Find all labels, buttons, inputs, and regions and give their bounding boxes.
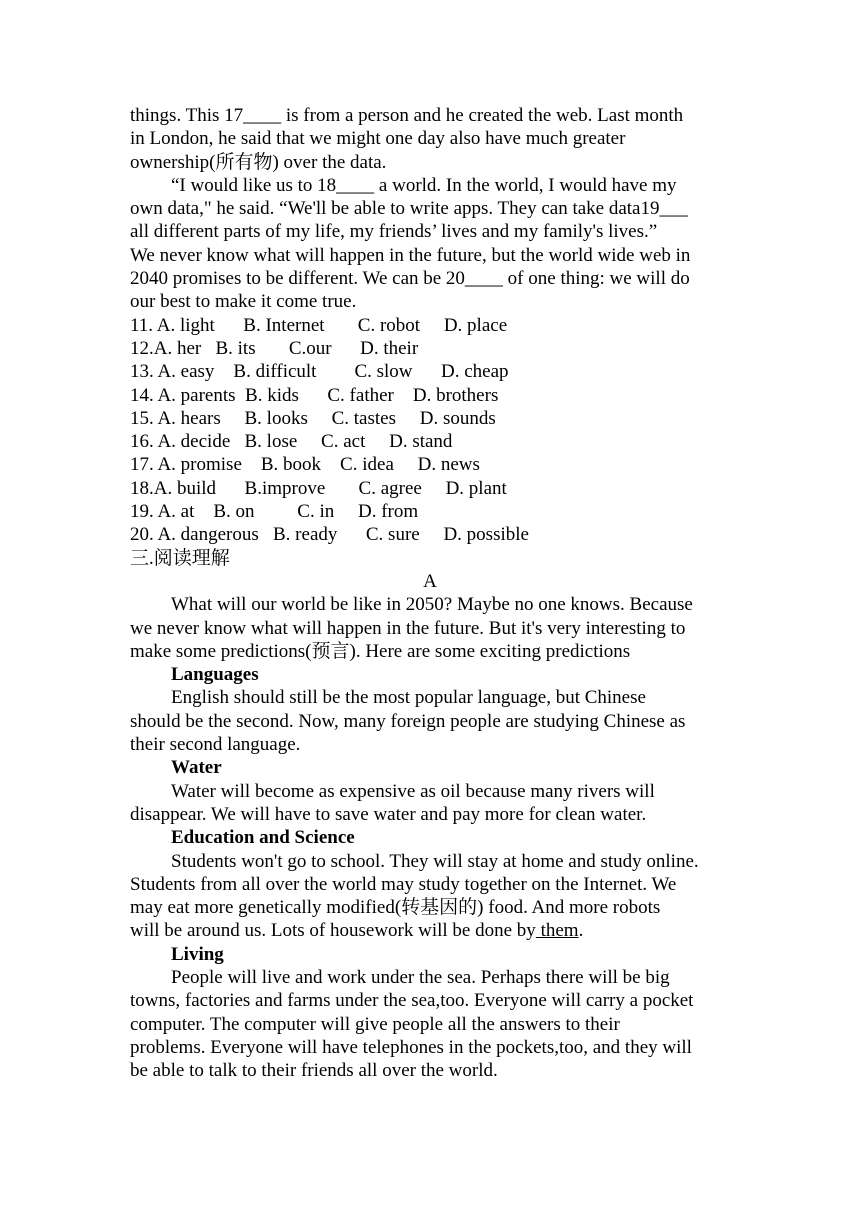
text-line: own data," he said. “We'll be able to write apps. They can take data19___ — [130, 198, 688, 220]
text-line: things. This 17____ is from a person and he created the web. Last month — [130, 105, 684, 126]
text-line: Water will become as expensive as oil because many rivers will — [171, 780, 655, 802]
heading-water: Water — [171, 757, 222, 779]
text-line: be able to talk to their friends all over the world. — [130, 1060, 498, 1082]
text-line: “I would like us to 18____ a world. In the world, I would have my — [171, 174, 677, 196]
languages-paragraph — [130, 686, 740, 756]
document-page — [130, 104, 740, 1082]
text-line: should be the second. Now, many foreign people are studying Chinese as — [130, 710, 686, 732]
option-row-16: 16. A. decide B. lose C. act D. stand — [130, 431, 453, 453]
text-line: problems. Everyone will have telephones in the pockets,too, and they will — [130, 1036, 692, 1058]
option-row-11: 11. A. light B. Internet C. robot D. place — [130, 314, 508, 336]
option-row-20: 20. A. dangerous B. ready C. sure D. possible — [130, 524, 529, 546]
text-line: 2040 promises to be different. We can be 20____ of one thing: we will do — [130, 268, 690, 290]
text-line: Students from all over the world may study together on the Internet. We — [130, 873, 677, 895]
option-row-19: 19. A. at B. on C. in D. from — [130, 501, 419, 523]
option-row-13: 13. A. easy B. difficult C. slow D. cheap — [130, 361, 509, 383]
text-line: computer. The computer will give people all the answers to their — [130, 1013, 620, 1035]
cloze-passage — [130, 104, 740, 314]
option-row-14: 14. A. parents B. kids C. father D. brothers — [130, 384, 499, 406]
text-line: ownership(所有物) over the data. — [130, 151, 387, 173]
option-row-12: 12.A. her B. its C.our D. their — [130, 337, 419, 359]
education-paragraph — [130, 850, 740, 943]
text-line: our best to make it come true. — [130, 291, 357, 313]
text-line: all different parts of my life, my friends’ lives and my family's lives.” — [130, 221, 658, 243]
living-paragraph — [130, 966, 740, 1082]
text-line: their second language. — [130, 734, 301, 756]
heading-education: Education and Science — [171, 827, 355, 849]
text-line: disappear. We will have to save water and pay more for clean water. — [130, 803, 647, 825]
text-line — [130, 919, 740, 942]
underlined-word: them — [535, 920, 579, 942]
answer-options — [130, 314, 740, 547]
option-row-18: 18.A. build B.improve C. agree D. plant — [130, 477, 507, 499]
text-line: may eat more genetically modified(转基因的) food. And more robots — [130, 897, 661, 919]
option-row-15: 15. A. hears B. looks C. tastes D. sounds — [130, 407, 496, 429]
text-line: English should still be the most popular language, but Chinese — [171, 687, 646, 709]
water-paragraph — [130, 780, 740, 827]
text-line: we never know what will happen in the future. But it's very interesting to — [130, 617, 686, 639]
text-fragment: . — [578, 920, 584, 942]
option-row-17: 17. A. promise B. book C. idea D. news — [130, 454, 480, 476]
heading-living: Living — [171, 943, 224, 965]
intro-paragraph — [130, 593, 740, 663]
text-line: towns, factories and farms under the sea,too. Everyone will carry a pocket — [130, 990, 694, 1012]
text-line: We never know what will happen in the future, but the world wide web in — [130, 244, 691, 266]
text-line: People will live and work under the sea. Perhaps there will be big — [171, 966, 670, 988]
text-line: in London, he said that we might one day also have much greater — [130, 128, 626, 150]
text-line: Students won't go to school. They will stay at home and study online. — [171, 850, 699, 872]
heading-languages: Languages — [171, 664, 259, 686]
text-line: make some predictions(预言). Here are some exciting predictions — [130, 640, 631, 662]
section-title: 三.阅读理解 — [130, 547, 230, 569]
text-fragment: will be around us. Lots of housework will be done by — [130, 920, 536, 942]
text-line: What will our world be like in 2050? Maybe no one knows. Because — [171, 594, 693, 616]
passage-letter: A — [423, 570, 437, 592]
